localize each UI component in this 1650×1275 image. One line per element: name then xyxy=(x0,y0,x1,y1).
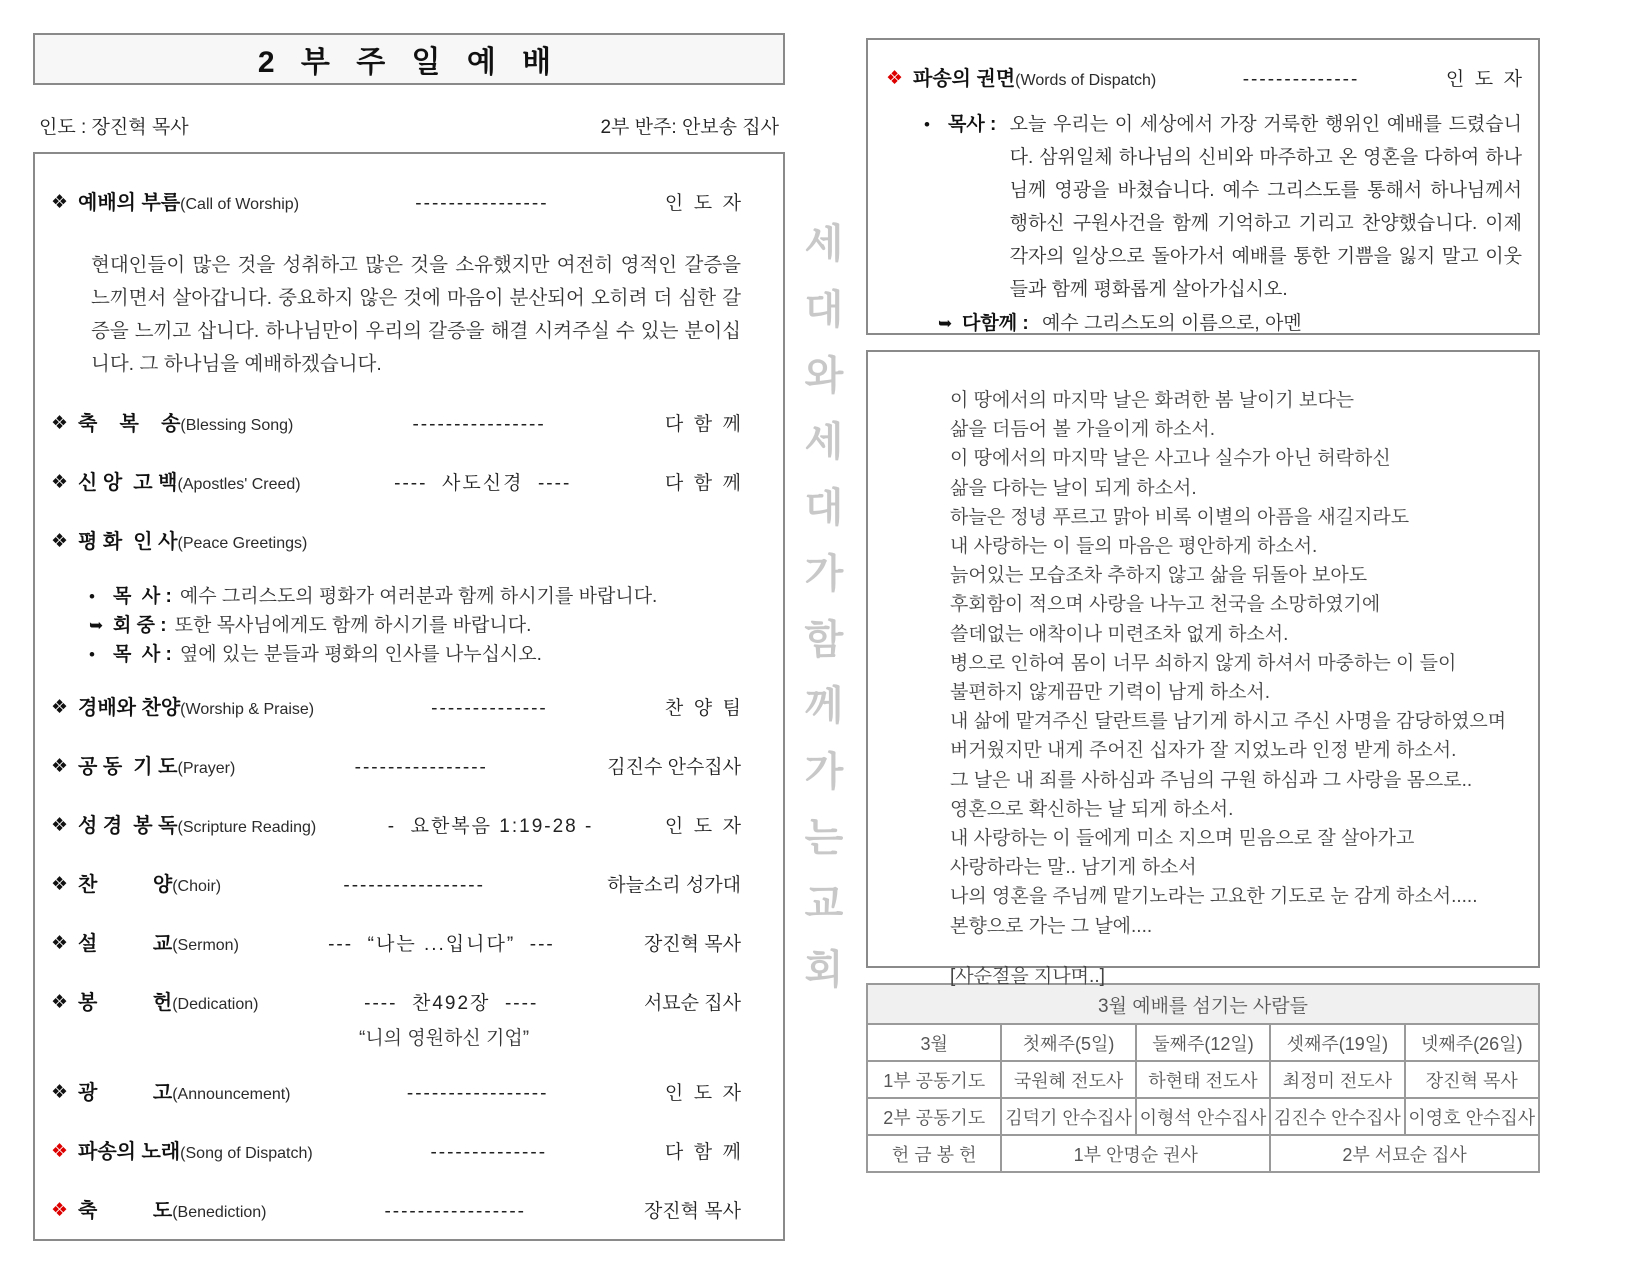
watermark-char: 가 xyxy=(804,750,844,794)
item-label: 경배와 찬양 xyxy=(78,697,181,719)
speaker-label: 회 중 : xyxy=(113,615,167,636)
order-item-peace-greetings xyxy=(51,529,741,557)
poem-line: 내 삶에 맡겨주신 달란트를 남기게 하시고 주신 사명을 감당하였으며 xyxy=(950,711,1507,733)
diamond-icon-red: ❖ xyxy=(886,68,904,89)
right-column xyxy=(866,38,1540,1173)
item-english: (Worship & Praise) xyxy=(180,701,315,718)
poem-box xyxy=(866,350,1540,987)
speech-text: 예수 그리스도의 평화가 여러분과 함께 하시기를 바랍니다. xyxy=(179,586,658,607)
table-offering-row xyxy=(867,1135,1539,1172)
header-cell: 셋째주(19일) xyxy=(1270,1024,1404,1061)
item-middle: -------------- xyxy=(431,698,548,719)
item-label: 축 복 송 xyxy=(78,413,181,435)
item-assignee: 장진혁 목사 xyxy=(643,934,741,955)
arrow-icon: ➥ xyxy=(938,314,953,333)
item-label: 파송의 노래 xyxy=(78,1141,181,1163)
item-middle: -------------- xyxy=(1242,69,1360,90)
poem-line: 나의 영혼을 주님께 맡기노라는 고요한 기도로 눈 감게 하소서..... xyxy=(950,886,1478,908)
diamond-icon: ❖ xyxy=(51,697,69,718)
service-leader: 인도 : 장진혁 목사 xyxy=(39,117,189,138)
order-item-choir xyxy=(51,872,741,900)
item-assignee: 하늘소리 성가대 xyxy=(607,875,741,896)
item-label: 봉 헌 xyxy=(78,992,173,1014)
table-cell: 이영호 안수집사 xyxy=(1405,1098,1539,1135)
item-label: 축 도 xyxy=(78,1200,173,1222)
item-assignee: 인 도 자 xyxy=(664,1083,741,1104)
diamond-icon-red: ❖ xyxy=(51,1141,69,1162)
item-middle: ---- 사도신경 ---- xyxy=(394,473,572,494)
header-cell: 넷째주(26일) xyxy=(1405,1024,1539,1061)
item-english: (Words of Dispatch) xyxy=(1015,72,1157,89)
dispatch-pastor-speech xyxy=(924,108,1522,306)
poem-line: 사랑하라는 말.. 남기게 하소서 xyxy=(950,857,1197,879)
table-cell: 장진혁 목사 xyxy=(1405,1061,1539,1098)
diamond-icon: ❖ xyxy=(51,815,69,836)
order-item-sermon xyxy=(51,931,741,959)
item-middle: ---------------- xyxy=(412,414,546,435)
left-column xyxy=(33,33,785,1241)
header-cell: 3월 xyxy=(867,1024,1001,1061)
poem-line: 늙어있는 모습조차 추하지 않고 삶을 뒤돌아 보아도 xyxy=(950,565,1368,587)
item-assignee: 인 도 자 xyxy=(1445,69,1522,90)
watermark-char: 대 xyxy=(804,288,844,332)
dedication-hymn-title: “니의 영원하신 기업” xyxy=(359,1028,530,1049)
table-title-row xyxy=(867,984,1539,1024)
service-title-box xyxy=(33,33,785,85)
watermark-char: 와 xyxy=(804,354,844,398)
dispatch-header-row xyxy=(886,66,1522,94)
poem-line: 쓸데없는 애착이나 미련조차 없게 하소서. xyxy=(950,623,1289,645)
poem-line: 본향으로 가는 그 날에.... xyxy=(950,915,1153,937)
item-label: 찬 양 xyxy=(78,874,173,896)
speech-text: 옆에 있는 분들과 평화의 인사를 나누십시오. xyxy=(179,644,542,665)
item-english: (Announcement) xyxy=(172,1086,291,1103)
words-of-dispatch-box xyxy=(866,38,1540,335)
item-assignee: 인 도 자 xyxy=(664,816,741,837)
order-item-scripture-reading xyxy=(51,813,741,841)
peace-line-pastor-2 xyxy=(89,640,741,669)
speaker-label: 목사 : xyxy=(948,114,1002,135)
item-english: (Scripture Reading) xyxy=(177,819,317,836)
poem-line: 하늘은 정녕 푸르고 맑아 비록 이별의 아픔을 새길지라도 xyxy=(950,506,1410,528)
item-assignee: 다 함 께 xyxy=(664,1142,741,1163)
poem-line: 내 사랑하는 이 들에게 미소 지으며 믿음으로 잘 살아가고 xyxy=(950,828,1415,850)
item-label: 성 경 봉 독 xyxy=(78,815,178,837)
diamond-icon: ❖ xyxy=(51,933,69,954)
diamond-icon: ❖ xyxy=(51,1082,69,1103)
order-item-dedication xyxy=(51,990,741,1018)
item-middle: -------------- xyxy=(430,1142,548,1163)
table-header-row xyxy=(867,1024,1539,1061)
speaker-label: 다함께 : xyxy=(962,313,1034,334)
item-middle: ----------------- xyxy=(406,1083,549,1104)
item-middle: - 요한복음 1:19-28 - xyxy=(387,816,594,837)
watermark-char: 대 xyxy=(804,486,844,530)
speaker-label: 목 사 : xyxy=(113,644,172,665)
page-title: 2 부 주 일 예 배 xyxy=(257,46,561,79)
item-label: 평 화 인 사 xyxy=(78,531,178,553)
poem-line: 후회함이 적으며 사랑을 나누고 천국을 소망하였기에 xyxy=(950,594,1381,616)
poem-line: 이 땅에서의 마지막 날은 화려한 봄 날이기 보다는 xyxy=(950,390,1355,411)
table-cell: 하현태 전도사 xyxy=(1136,1061,1270,1098)
item-label: 설 교 xyxy=(78,933,173,955)
diamond-icon-red: ❖ xyxy=(51,1200,69,1221)
diamond-icon: ❖ xyxy=(51,192,69,213)
diamond-icon: ❖ xyxy=(51,531,69,552)
item-middle: ----------------- xyxy=(384,1201,526,1222)
item-assignee: 장진혁 목사 xyxy=(643,1201,741,1222)
order-item-announcement xyxy=(51,1080,741,1108)
peace-line-congregation xyxy=(89,611,741,640)
table-cell: 1부 안명순 권사 xyxy=(1001,1135,1270,1172)
item-assignee: 찬 양 팀 xyxy=(664,698,741,719)
diamond-icon: ❖ xyxy=(51,413,69,434)
poem-line: 삶을 다하는 날이 되게 하소서. xyxy=(950,477,1197,499)
peace-greetings-dialogue xyxy=(89,582,741,669)
item-assignee: 다 함 께 xyxy=(664,473,741,494)
header-cell: 둘째주(12일) xyxy=(1136,1024,1270,1061)
bullet-icon: • xyxy=(89,587,95,606)
peace-line-pastor-1 xyxy=(89,582,741,611)
table-cell: 김덕기 안수집사 xyxy=(1001,1098,1135,1135)
item-assignee: 김진수 안수집사 xyxy=(607,757,741,778)
diamond-icon: ❖ xyxy=(51,756,69,777)
item-english: (Blessing Song) xyxy=(180,417,294,434)
order-item-blessing-song xyxy=(51,411,741,439)
item-english: (Dedication) xyxy=(172,996,259,1013)
table-cell: 이형석 안수집사 xyxy=(1136,1098,1270,1135)
watermark-char: 가 xyxy=(804,552,844,596)
item-middle: ---------------- xyxy=(415,193,549,214)
speech-text: 오늘 우리는 이 세상에서 가장 거룩한 행위인 예배를 드렸습니다. 삼위일체 하나님의 신비와 마주하고 온 영혼을 다하여 하나님께 영광을 바쳤습니다. 예수 그리스도를 통해서 하나님께서 행하신 구원사건을 함께 기억하고 기리고 찬양했습니다. 이제 각자의 일상으로 돌아가서 예배를 통한 기쁨을 잃지 말고 이웃들과 함께 평화롭게 살아가십시오. xyxy=(1009,114,1522,300)
row-label-cell: 헌 금 봉 헌 xyxy=(867,1135,1001,1172)
item-label: 광 고 xyxy=(78,1082,173,1104)
march-servers-table xyxy=(866,983,1540,1173)
watermark-char: 께 xyxy=(804,684,844,728)
table-cell: 국원혜 전도사 xyxy=(1001,1061,1135,1098)
order-item-call-of-worship xyxy=(51,190,741,218)
item-label: 파송의 권면 xyxy=(913,68,1016,90)
item-english: (Choir) xyxy=(172,878,222,895)
poem-line: 내 사랑하는 이 들의 마음은 평안하게 하소서. xyxy=(950,536,1318,558)
row-label-cell: 2부 공동기도 xyxy=(867,1098,1001,1135)
diamond-icon: ❖ xyxy=(51,472,69,493)
watermark-char: 교 xyxy=(804,882,844,926)
bullet-icon: • xyxy=(89,645,95,664)
order-of-service-box xyxy=(33,152,785,1241)
header-cell: 첫째주(5일) xyxy=(1001,1024,1135,1061)
poem-line: 이 땅에서의 마지막 날은 사고나 실수가 아닌 허락하신 xyxy=(950,448,1391,470)
poem-line: 불편하지 않게끔만 기력이 남게 하소서. xyxy=(950,682,1271,704)
service-accompanist: 2부 반주: 안보송 집사 xyxy=(600,117,779,138)
dispatch-together-speech xyxy=(938,308,1522,339)
order-item-benediction xyxy=(51,1198,741,1226)
item-label: 신 앙 고 백 xyxy=(78,472,178,494)
table-title: 3월 예배를 섬기는 사람들 xyxy=(867,984,1539,1024)
item-english: (Prayer) xyxy=(177,760,236,777)
bullet-icon: • xyxy=(924,115,930,134)
diamond-icon: ❖ xyxy=(51,992,69,1013)
item-english: (Call of Worship) xyxy=(180,196,300,213)
speech-text: 예수 그리스도의 이름으로, 아멘 xyxy=(1041,313,1302,334)
table-row xyxy=(867,1061,1539,1098)
table-row xyxy=(867,1098,1539,1135)
item-assignee: 다 함 께 xyxy=(664,414,741,435)
item-middle: ---- 찬492장 ---- xyxy=(364,993,539,1014)
item-english: (Peace Greetings) xyxy=(177,535,308,552)
item-english: (Apostles' Creed) xyxy=(177,476,301,493)
item-label: 공 동 기 도 xyxy=(78,756,178,778)
item-middle: ----------------- xyxy=(343,875,485,896)
item-english: (Benediction) xyxy=(172,1204,267,1221)
item-assignee: 서묘순 집사 xyxy=(643,993,741,1014)
poem-line: 삶을 더듬어 볼 가을이게 하소서. xyxy=(950,419,1215,441)
order-item-prayer xyxy=(51,754,741,782)
watermark-char: 세 xyxy=(804,420,844,464)
vertical-watermark-text xyxy=(801,224,847,990)
order-item-song-of-dispatch xyxy=(51,1139,741,1167)
table-cell: 최정미 전도사 xyxy=(1270,1061,1404,1098)
poem-footer-note: [사순절을 지나며..] xyxy=(950,965,1105,987)
item-english: (Song of Dispatch) xyxy=(180,1145,313,1162)
speech-text: 또한 목사님에게도 함께 하시기를 바랍니다. xyxy=(174,615,532,636)
item-assignee: 인 도 자 xyxy=(664,193,741,214)
item-middle: ---------------- xyxy=(354,757,488,778)
table-cell: 김진수 안수집사 xyxy=(1270,1098,1404,1135)
item-middle: --- “나는 ...입니다” --- xyxy=(328,934,555,955)
leader-line xyxy=(39,112,779,139)
watermark-char: 함 xyxy=(804,618,844,662)
row-label-cell: 1부 공동기도 xyxy=(867,1061,1001,1098)
poem-line: 영혼으로 확신하는 날 되게 하소서. xyxy=(950,798,1234,820)
poem-line: 그 날은 내 죄를 사하심과 주님의 구원 하심과 그 사랑을 몸으로.. xyxy=(950,769,1473,791)
arrow-icon: ➥ xyxy=(89,616,104,635)
watermark-char: 는 xyxy=(804,816,844,860)
order-item-apostles-creed xyxy=(51,470,741,498)
item-label: 예배의 부름 xyxy=(78,192,181,214)
call-of-worship-paragraph: 현대인들이 많은 것을 성취하고 많은 것을 소유했지만 여전히 영적인 갈증을 느끼면서 살아갑니다. 중요하지 않은 것에 마음이 분산되어 오히려 더 심한 갈증을 느끼고 삽니다. 하나님만이 우리의 갈증을 해결 시켜주실 수 있는 분이십니다. 그 하나님을 예배하겠습니다. xyxy=(91,254,741,375)
item-english: (Sermon) xyxy=(172,937,239,954)
watermark-char: 회 xyxy=(804,948,844,992)
diamond-icon: ❖ xyxy=(51,874,69,895)
poem-line: 버거웠지만 내게 주어진 십자가 잘 지었노라 인정 받게 하소서. xyxy=(950,740,1457,762)
order-item-worship-praise xyxy=(51,695,741,723)
watermark-char: 세 xyxy=(804,222,844,266)
poem-line: 병으로 인하여 몸이 너무 쇠하지 않게 하셔서 마중하는 이 들이 xyxy=(950,652,1457,674)
speaker-label: 목 사 : xyxy=(113,586,172,607)
table-cell: 2부 서묘순 집사 xyxy=(1270,1135,1539,1172)
